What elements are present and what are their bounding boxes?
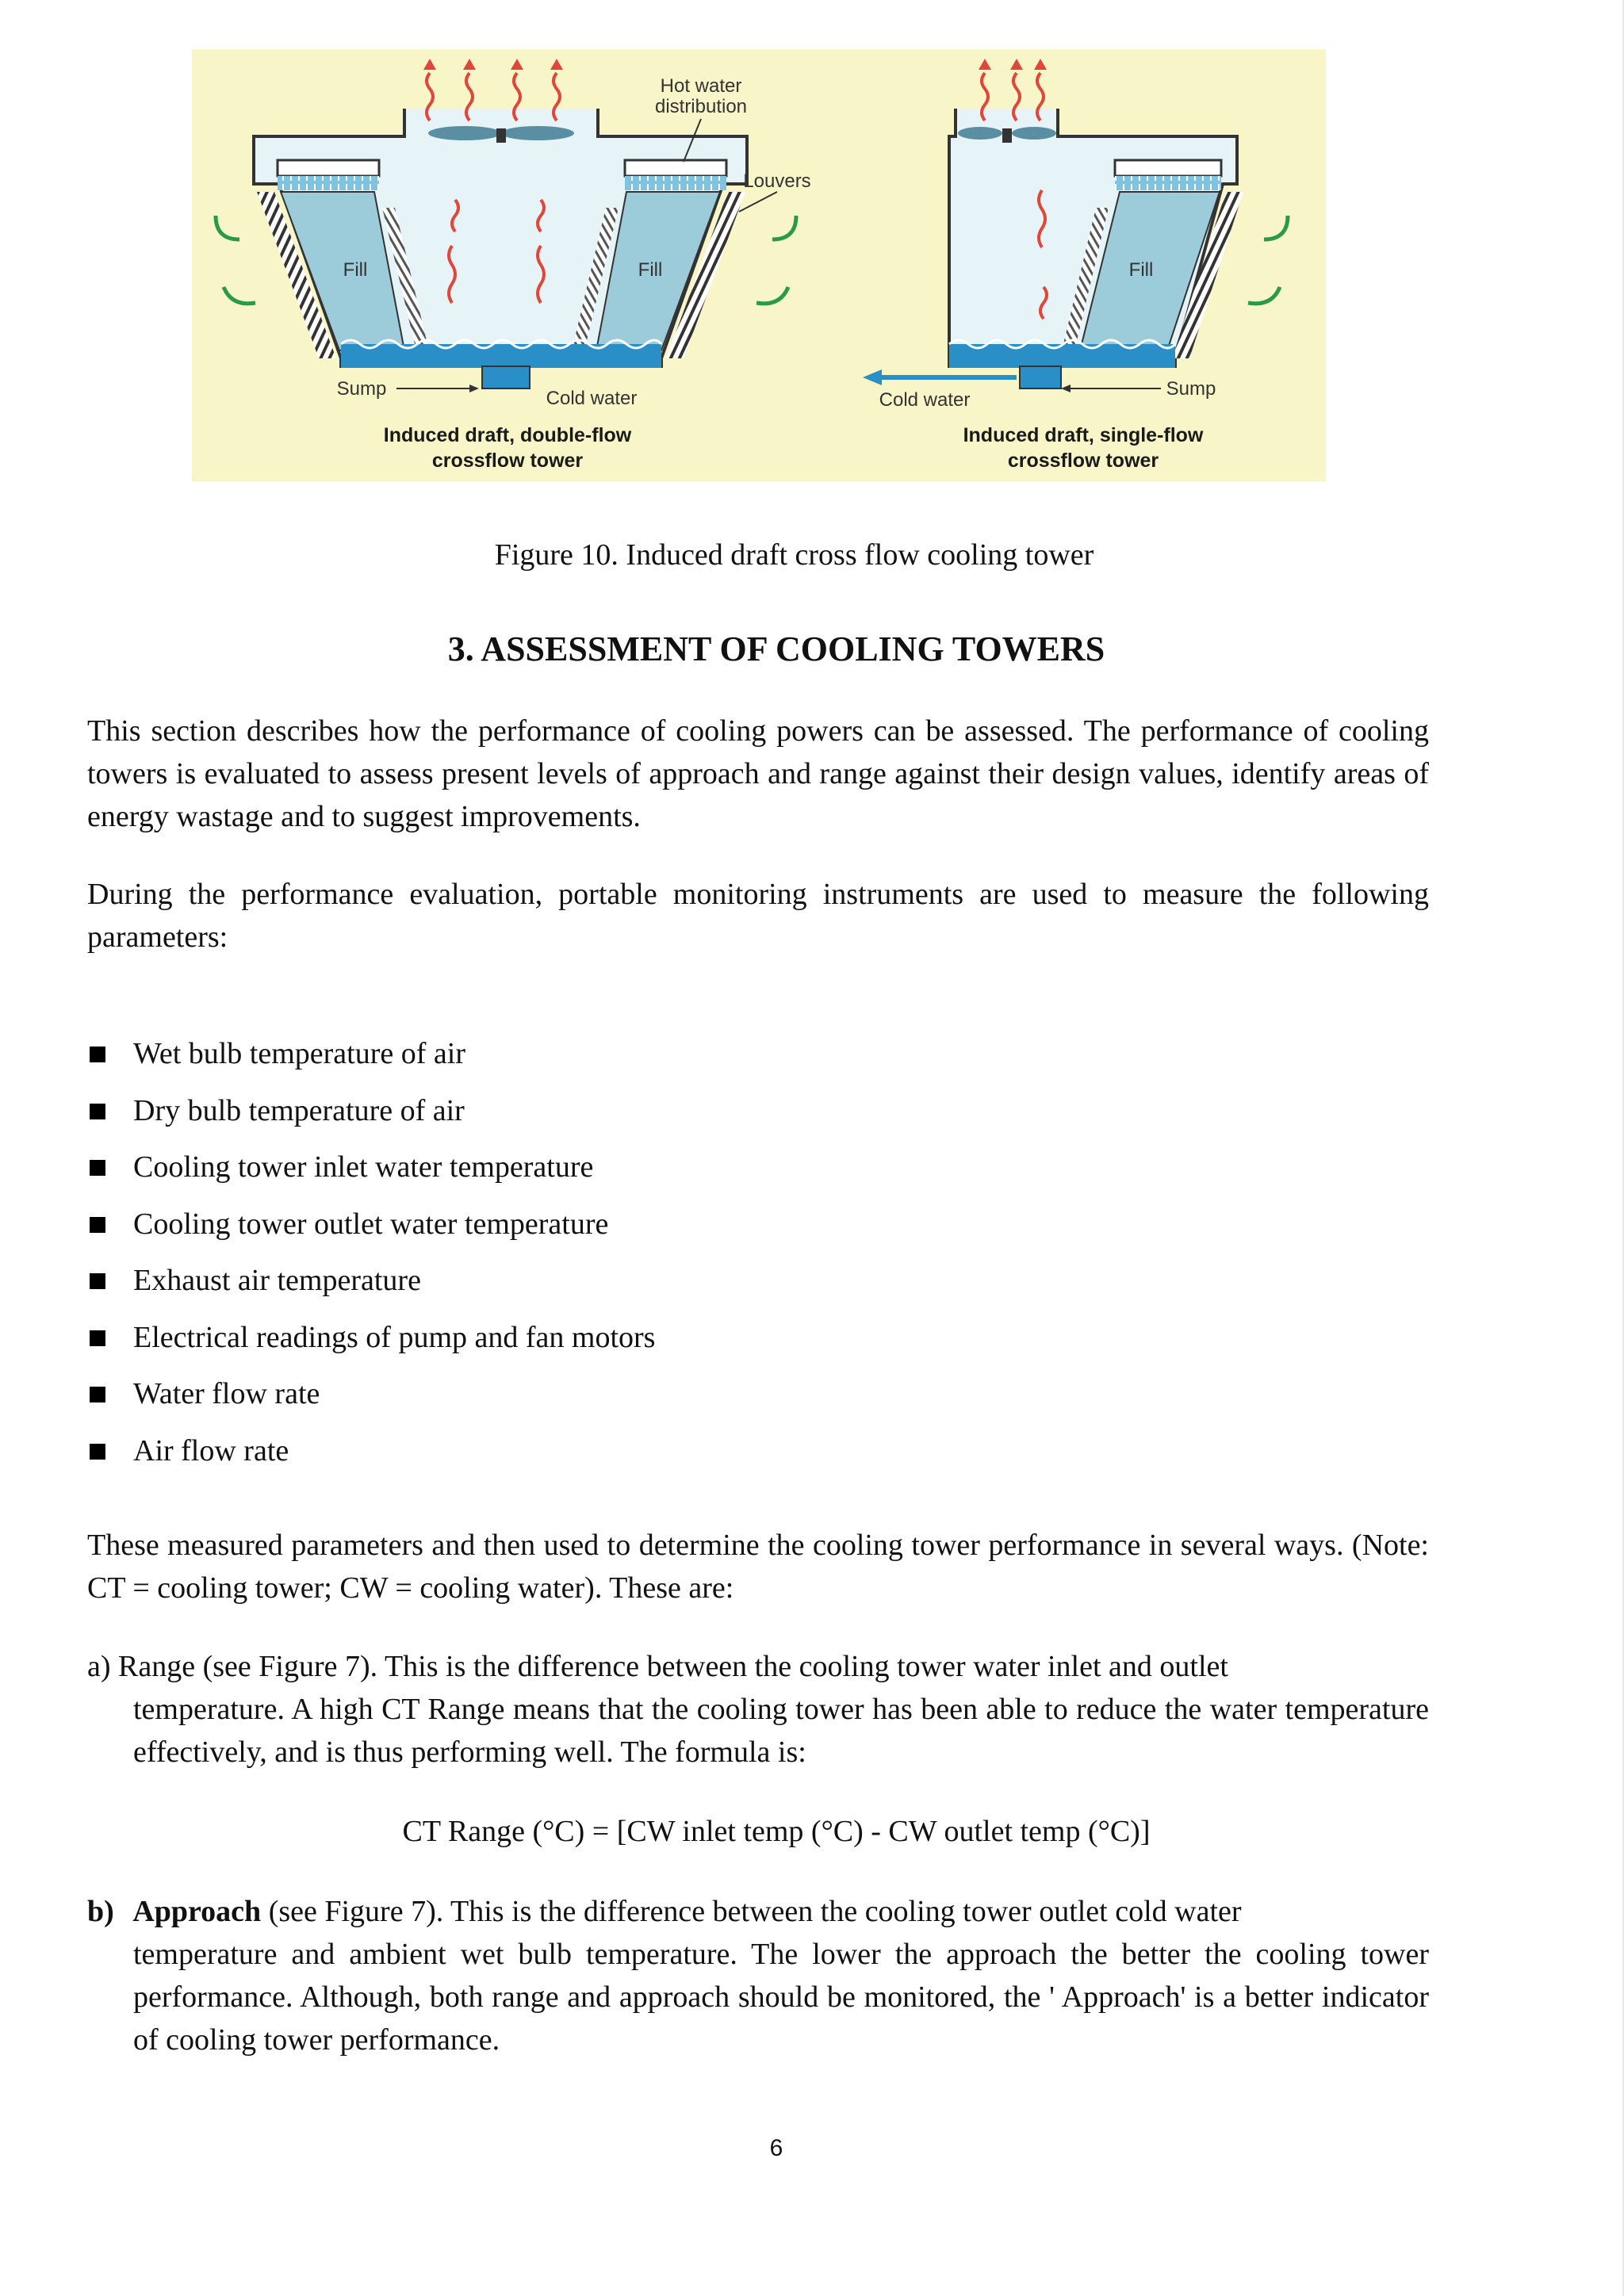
approach-item-marker: b): [87, 1895, 114, 1928]
hot-water-basin-single: [1115, 160, 1221, 176]
list-item: [87, 1261, 655, 1318]
list-item: [87, 1375, 655, 1432]
figure-caption: [0, 536, 1624, 574]
bullet-square-icon: [90, 1330, 105, 1346]
hot-water-basin-left: [278, 160, 379, 176]
page-number-text: 6: [769, 2135, 783, 2161]
list-item-text: Wet bulb temperature of air: [133, 1037, 465, 1070]
label-sump-right: Sump: [1166, 378, 1216, 400]
label-fill-left: Fill: [343, 259, 368, 281]
list-item-text: Exhaust air temperature: [133, 1264, 421, 1297]
fan-right: [958, 127, 1002, 140]
list-item-text: Water flow rate: [133, 1377, 320, 1410]
figure-caption-text: Figure 10. Induced draft cross flow cooling tower: [494, 538, 1094, 572]
list-item-text: Air flow rate: [133, 1433, 289, 1468]
list-item-text: Electrical readings of pump and fan motors: [133, 1320, 656, 1354]
bullet-square-icon: [90, 1444, 105, 1460]
sump-left: [341, 344, 661, 368]
cooling-tower-figure: [192, 49, 1326, 481]
bullet-square-icon: [90, 1160, 105, 1176]
list-item: [87, 1205, 655, 1262]
list-item-text: Cooling tower inlet water temperature: [133, 1150, 594, 1184]
single-flow-caption-line1: Induced draft, single-flow: [963, 424, 1204, 446]
label-hot-water: Hot water: [660, 75, 742, 97]
list-item-text: Cooling tower outlet water temperature: [133, 1207, 609, 1241]
intro-paragraph: This section describes how the performance of cooling powers can be assessed. The performance of cooling towers is evaluated to assess present levels of approach and range against their design values, identify areas of energy wastage and to suggest improvements.: [87, 714, 1429, 833]
range-item-first-line: a) Range (see Figure 7). This is the difference between the cooling tower water inlet and outlet: [87, 1650, 1228, 1683]
label-cold-water-right: Cold water: [879, 389, 971, 411]
approach-item: [87, 1890, 1429, 2061]
list-item: [87, 1148, 655, 1205]
label-sump-left: Sump: [336, 378, 387, 400]
bullet-square-icon: [90, 1217, 105, 1233]
evaluation-paragraph: During the performance evaluation, portable monitoring instruments are used to measure the following parameters:: [87, 878, 1429, 954]
range-item-continuation: temperature. A high CT Range means that the cooling tower has been able to reduce the water temperature effectively, and is thus performing well. The formula is:: [133, 1693, 1429, 1769]
measured-paragraph: These measured parameters and then used to determine the cooling tower performance in several ways. (Note: CT = cooling tower; CW = cooling water). These are:: [87, 1529, 1429, 1605]
parameter-list: [87, 1035, 655, 1488]
label-fill-right: Fill: [638, 259, 663, 281]
bullet-square-icon: [90, 1273, 105, 1289]
range-formula-text: CT Range (°C) = [CW inlet temp (°C) - CW outlet temp (°C)]: [402, 1815, 1151, 1848]
label-distribution: distribution: [654, 96, 748, 117]
list-item: [87, 1318, 655, 1376]
label-cold-water-left: Cold water: [546, 388, 638, 409]
double-flow-caption-line2: crossflow tower: [431, 450, 584, 472]
label-louvers: Louvers: [743, 170, 811, 192]
fan-left: [428, 126, 501, 140]
page-number: [0, 2135, 1624, 2162]
list-item-text: Dry bulb temperature of air: [133, 1093, 465, 1127]
label-fill-single: Fill: [1128, 259, 1154, 281]
approach-item-term: Approach: [132, 1895, 262, 1928]
section-title: [0, 627, 1624, 672]
range-formula: [0, 1812, 1624, 1850]
bullet-square-icon: [90, 1387, 105, 1402]
bullet-square-icon: [90, 1104, 105, 1119]
list-item: [87, 1432, 655, 1489]
hot-water-basin-right: [625, 160, 726, 176]
section-title-text: 3. ASSESSMENT OF COOLING TOWERS: [447, 629, 1105, 668]
list-item: [87, 1035, 655, 1092]
double-flow-caption-line1: Induced draft, double-flow: [383, 424, 632, 446]
approach-item-first-line: (see Figure 7). This is the difference between the cooling tower outlet cold water: [268, 1895, 1242, 1928]
bullet-square-icon: [90, 1047, 105, 1062]
range-item: [87, 1645, 1429, 1774]
approach-item-continuation: temperature and ambient wet bulb temperature. The lower the approach the better the cooling tower performance. Although, both range and approach should be monitored, the ' Approach' is a better indicator of cooling tower performance.: [133, 1938, 1429, 2057]
list-item: [87, 1092, 655, 1149]
single-flow-caption-line2: crossflow tower: [1007, 450, 1159, 472]
